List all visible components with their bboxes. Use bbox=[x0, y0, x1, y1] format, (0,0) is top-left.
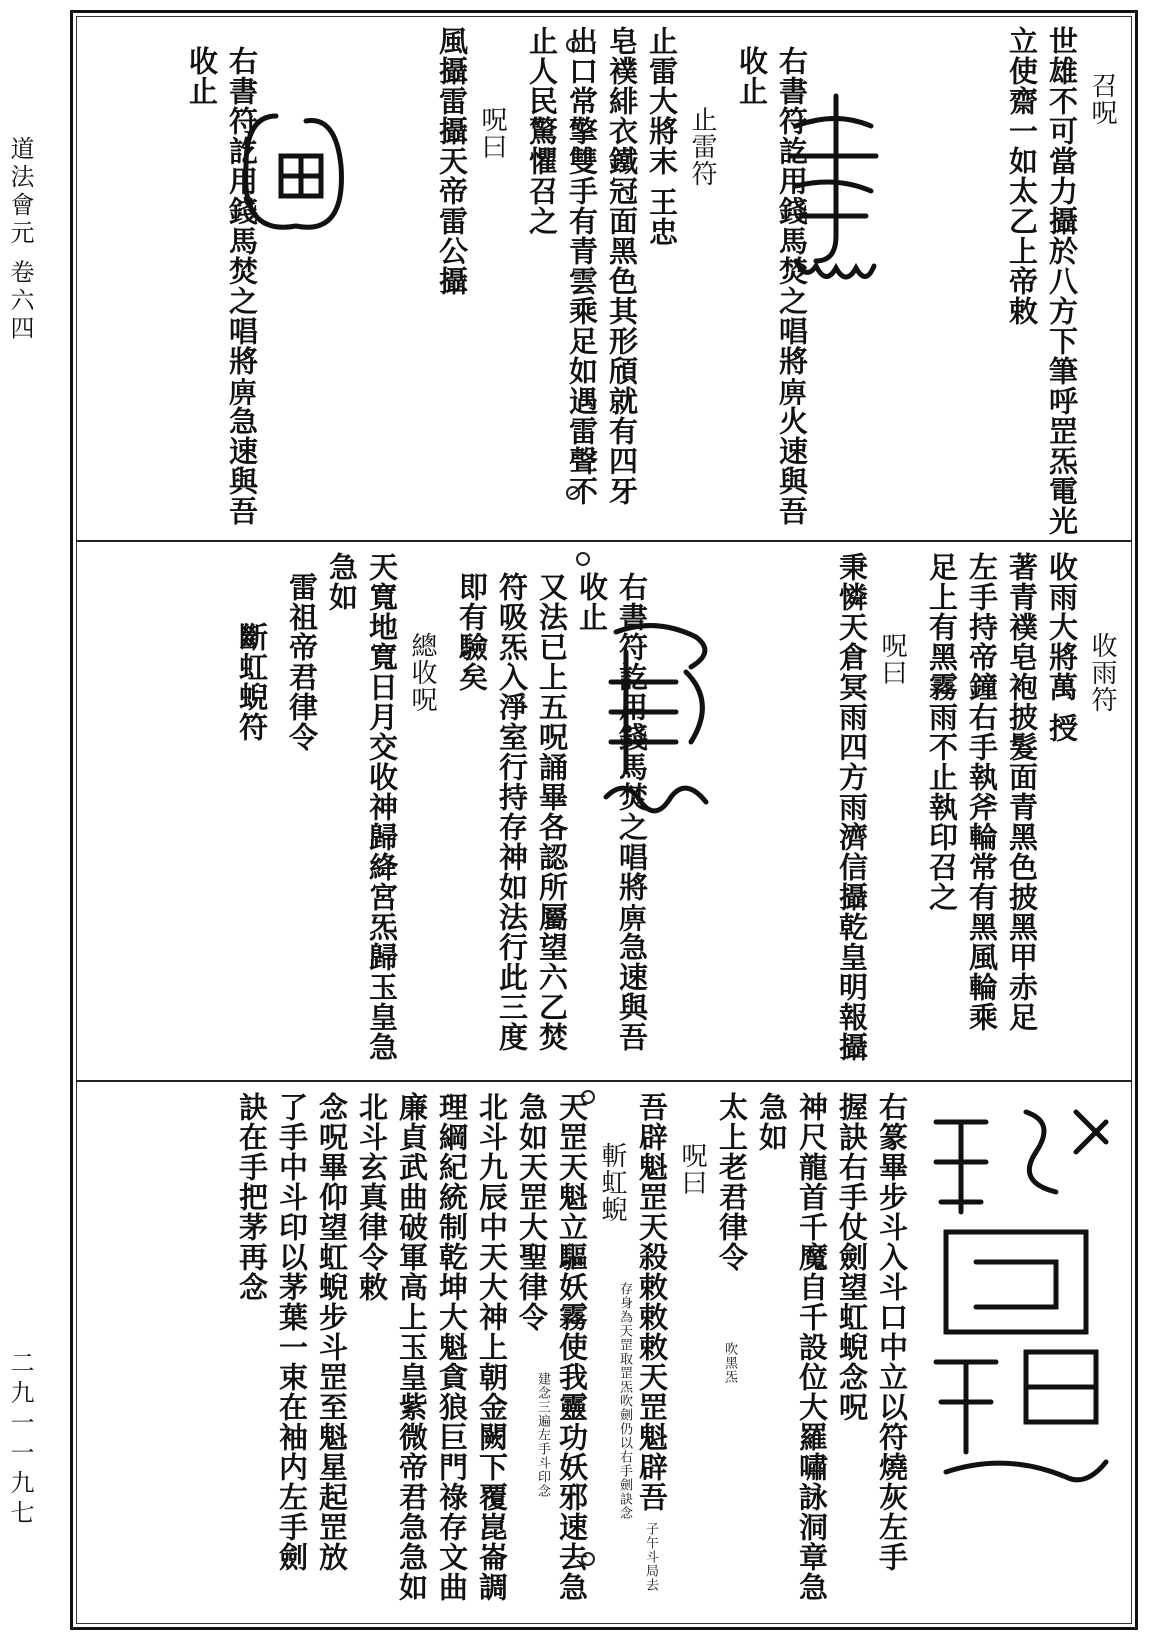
text-column: 斬虹蜺 bbox=[597, 1142, 627, 1223]
text-column: 右書符訖用錢馬焚之唱將𢈷火速與吾 bbox=[775, 46, 809, 526]
circle-mark bbox=[566, 486, 580, 500]
text-column: 雷祖帝君律令 bbox=[285, 572, 319, 752]
text-column: 理綱紀統制乾坤大魁貪狼巨門祿存文曲 bbox=[435, 1092, 469, 1602]
text-column: 即有驗矣 bbox=[455, 572, 489, 692]
text-column: 足上有黑霧雨不止執印召之 bbox=[925, 552, 959, 912]
text-column: 總收呪 bbox=[407, 632, 437, 713]
text-column: 急如 bbox=[755, 1092, 789, 1152]
text-column: 右篆畢步斗入斗口中立以符燒灰左手 bbox=[875, 1092, 909, 1572]
text-column: 斷虹蜺符 bbox=[235, 622, 269, 742]
text-column: 呪曰 bbox=[477, 106, 507, 160]
circle-mark bbox=[576, 552, 590, 566]
circle-mark bbox=[581, 1552, 595, 1566]
annotation-note: 建念三遍左手斗印念 bbox=[535, 1372, 550, 1498]
text-column: 右書符訖用錢馬焚之唱將𢈷急速與吾 bbox=[615, 572, 649, 1052]
text-column: 了手中斗印以茅葉一束在袖内左手劍 bbox=[275, 1092, 309, 1572]
text-column: 秉憐天倉冥雨四方雨濟信攝乾皇明報攝 bbox=[835, 552, 869, 1062]
panel-top bbox=[76, 16, 1132, 540]
page-number: 二九一一九七 bbox=[6, 1350, 34, 1530]
text-column: 廉貞武曲破軍高上玉皇紫微帝君急急如 bbox=[395, 1092, 429, 1602]
text-column: 風攝雷攝天帝雷公攝 bbox=[435, 26, 469, 296]
text-column: 太上老君律令 bbox=[715, 1092, 749, 1272]
text-column: 北斗玄真律令敕 bbox=[355, 1092, 389, 1302]
text-column: 急如 bbox=[325, 552, 359, 612]
text-column: 天罡天魁立驅妖霧使我靈功妖邪速去急 bbox=[555, 1092, 589, 1602]
text-column: 收止 bbox=[185, 46, 219, 106]
text-column: 神尺龍首千魔自千設位大羅嘯詠洞章急 bbox=[795, 1092, 829, 1602]
book-title: 道法會元 卷六四 bbox=[6, 136, 34, 344]
text-column: 出口常擎雙手有青雲乘足如遇雷聲不 bbox=[565, 26, 599, 506]
text-column: 收止 bbox=[735, 46, 769, 106]
text-column: 皂襆緋衣鐵冠面黑色其形頎就有四牙 bbox=[605, 26, 639, 506]
text-column: 立使齋一如太乙上帝敕 bbox=[1005, 26, 1039, 326]
text-column: 又法已上五呪誦畢各認所屬望六乙焚 bbox=[535, 572, 569, 1052]
text-column: 念呪畢仰望虹蜺步斗罡至魁星起罡放 bbox=[315, 1092, 349, 1572]
text-column: 收雨符 bbox=[1087, 632, 1117, 713]
text-column: 呪曰 bbox=[677, 1142, 707, 1196]
annotation-note: 吹黑炁 bbox=[722, 1342, 737, 1384]
panel-middle bbox=[76, 540, 1132, 1080]
text-column: 急如天罡大聖律令 bbox=[515, 1092, 549, 1332]
text-column: 收止 bbox=[575, 572, 609, 632]
circle-mark bbox=[581, 1090, 595, 1104]
text-column: 召呪 bbox=[1087, 72, 1117, 126]
text-column: 止雷大將末 王忠 bbox=[645, 26, 679, 248]
text-column: 著青襆皂袍披髮面青黑色披黑甲赤足 bbox=[1005, 552, 1039, 1032]
annotation-note: 子午斗局去 bbox=[643, 1522, 658, 1592]
text-column: 右書符訖用錢馬焚之唱將𢈷急速與吾 bbox=[225, 46, 259, 526]
text-column: 握訣右手仗劍望虹蜺念呪 bbox=[835, 1092, 869, 1422]
talisman-rainbow-seal-icon bbox=[916, 1092, 1116, 1492]
text-column: 止人民驚懼召之 bbox=[525, 26, 559, 236]
panel-bottom bbox=[76, 1080, 1132, 1624]
text-column: 符吸炁入淨室行持存神如法行此三度 bbox=[495, 572, 529, 1052]
text-column: 止雷符 bbox=[687, 106, 717, 187]
text-column: 天寬地寬日月交收神歸絳宮炁歸玉皇急 bbox=[365, 552, 399, 1062]
text-column: 世雄不可當力攝於八方下筆呼罡炁電光 bbox=[1045, 26, 1079, 536]
text-column: 訣在手把茅再念 bbox=[235, 1092, 269, 1302]
text-column: 北斗九辰中天大神上朝金闕下覆崑崙調 bbox=[475, 1092, 509, 1602]
annotation-note: 存身為天罡取罡炁吹劍仍以右手劍訣念 bbox=[617, 1282, 632, 1520]
text-column: 左手持帝鐘右手執斧輪常有黑風輪乘 bbox=[965, 552, 999, 1032]
text-column: 吾辟魁罡天殺敕敕敕天罡魁辟吾 bbox=[635, 1092, 669, 1512]
circle-mark bbox=[566, 38, 580, 52]
text-column: 收雨大將萬 授 bbox=[1045, 552, 1079, 744]
text-column: 呪曰 bbox=[877, 632, 907, 686]
